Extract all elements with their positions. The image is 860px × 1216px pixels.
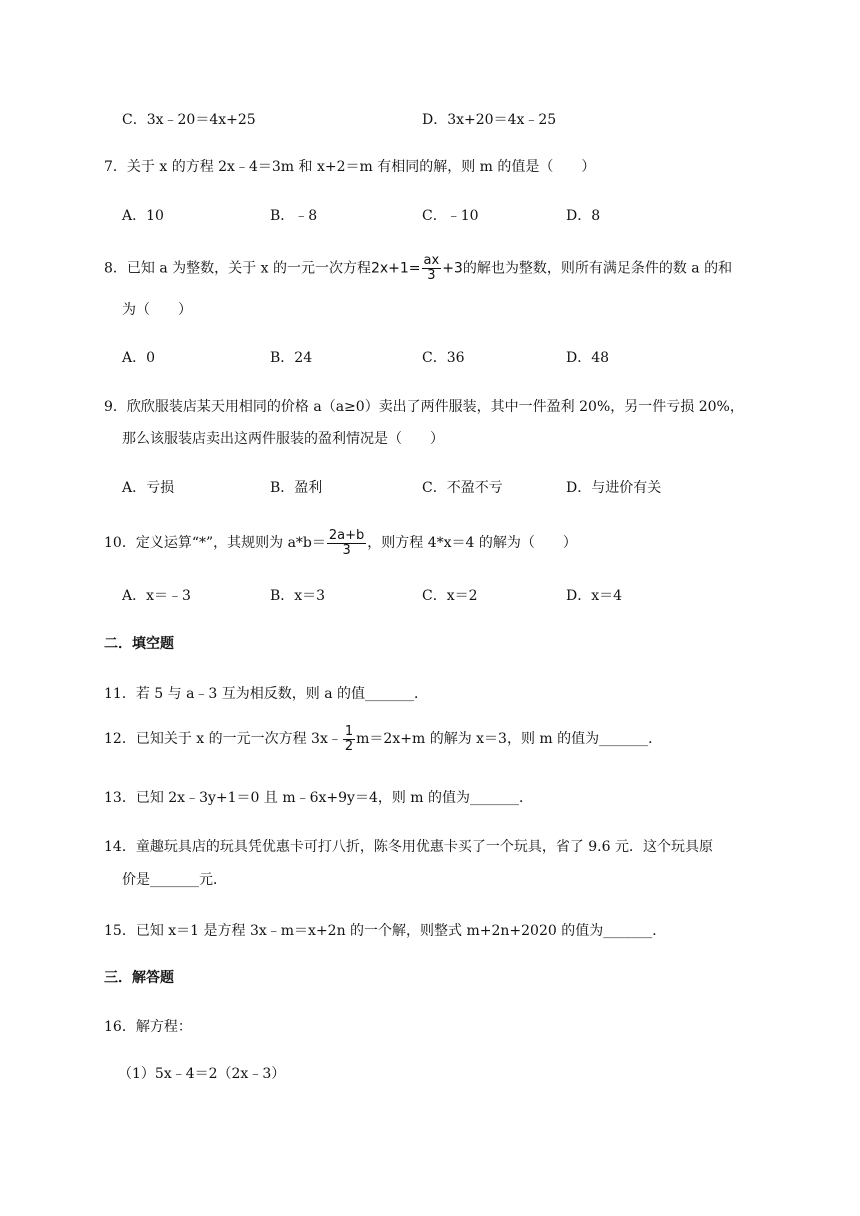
q8-option-c: C．36 <box>422 350 465 366</box>
q12-fraction <box>343 725 355 754</box>
q16-stem: 16．解方程： <box>104 1019 192 1035</box>
q8-fraction <box>422 254 442 283</box>
q10-option-a: A．x＝﹣3 <box>122 588 191 604</box>
q9-option-d: D．与进价有关 <box>566 480 662 496</box>
q7-stem: 7．关于 x 的方程 2x﹣4＝3m 和 x+2＝m 有相同的解，则 m 的值是（ ） <box>104 159 596 175</box>
q8-stem-line1 <box>104 254 732 283</box>
q10-fraction <box>327 529 366 558</box>
q7-option-c: C．﹣10 <box>422 208 479 224</box>
q10-stem-text-a: 10．定义运算“*”，其规则为 a*b＝ <box>104 535 326 551</box>
q10-fraction-numerator: 2a+b <box>328 527 365 543</box>
section-heading-answer: 三．解答题 <box>104 970 174 986</box>
q10-fraction-denominator: 3 <box>342 542 351 558</box>
q6-option-c: C．3x﹣20＝4x+25 <box>122 112 256 128</box>
q10-option-b: B．x＝3 <box>270 588 326 604</box>
q10-option-d: D．x＝4 <box>566 588 623 604</box>
q9-stem-line1: 9．欣欣服装店某天用相同的价格 a（a≥0）卖出了两件服装，其中一件盈利 20%，另一件亏损 20%， <box>104 399 744 415</box>
q8-fraction-numerator: ax <box>423 253 440 268</box>
q13-stem: 13．已知 2x﹣3y+1＝0 且 m﹣6x+9y＝4，则 m 的值为_______． <box>104 790 534 806</box>
q7-option-d: D．8 <box>566 208 601 224</box>
q8-stem-line2: 为（ ） <box>122 302 192 318</box>
q9-option-c: C．不盈不亏 <box>422 480 503 496</box>
q8-option-d: D．48 <box>566 350 610 366</box>
q10-stem-text-b: ，则方程 4*x＝4 的解为（ ） <box>367 535 577 551</box>
q12-stem-text-a: 12．已知关于 x 的一元一次方程 3x﹣ <box>104 731 342 747</box>
q9-stem-line2: 那么该服装店卖出这两件服装的盈利情况是（ ） <box>122 431 444 447</box>
q7-option-b: B．﹣8 <box>270 208 318 224</box>
q9-option-b: B．盈利 <box>270 480 323 496</box>
q8-equation-left: 2x+1= <box>370 260 421 277</box>
q12-fraction-numerator: 1 <box>344 723 354 739</box>
q10-option-c: C．x＝2 <box>422 588 478 604</box>
q12-stem <box>104 722 662 756</box>
q8-stem-text-b: 的解也为整数，则所有满足条件的数 a 的和 <box>462 260 733 277</box>
q10-stem <box>104 526 577 560</box>
q6-option-d: D．3x+20＝4x﹣25 <box>422 112 557 128</box>
q8-fraction-denominator: 3 <box>427 268 436 283</box>
q12-stem-text-b: m＝2x+m 的解为 x＝3，则 m 的值为_______． <box>356 731 663 747</box>
q8-option-a: A．0 <box>122 350 156 366</box>
q8-option-b: B．24 <box>270 350 313 366</box>
q14-stem-line2: 价是_______元． <box>122 872 227 888</box>
q16-part1: （1）5x﹣4＝2（2x﹣3） <box>118 1066 286 1082</box>
q8-stem-text-a: 8．已知 a 为整数，关于 x 的一元一次方程 <box>104 260 371 277</box>
q7-option-a: A．10 <box>122 208 164 224</box>
q8-equation-right: +3 <box>442 260 463 277</box>
q11-stem: 11．若 5 与 a﹣3 互为相反数，则 a 的值_______． <box>104 686 429 702</box>
section-heading-fill-in: 二．填空题 <box>104 636 174 652</box>
q9-option-a: A．亏损 <box>122 480 175 496</box>
q12-fraction-denominator: 2 <box>344 738 354 754</box>
q14-stem-line1: 14．童趣玩具店的玩具凭优惠卡可打八折，陈冬用优惠卡买了一个玩具，省了 9.6 元．这个玩具原 <box>104 839 713 855</box>
q15-stem: 15．已知 x＝1 是方程 3x﹣m＝x+2n 的一个解，则整式 m+2n+2020 的值为_______． <box>104 923 667 939</box>
